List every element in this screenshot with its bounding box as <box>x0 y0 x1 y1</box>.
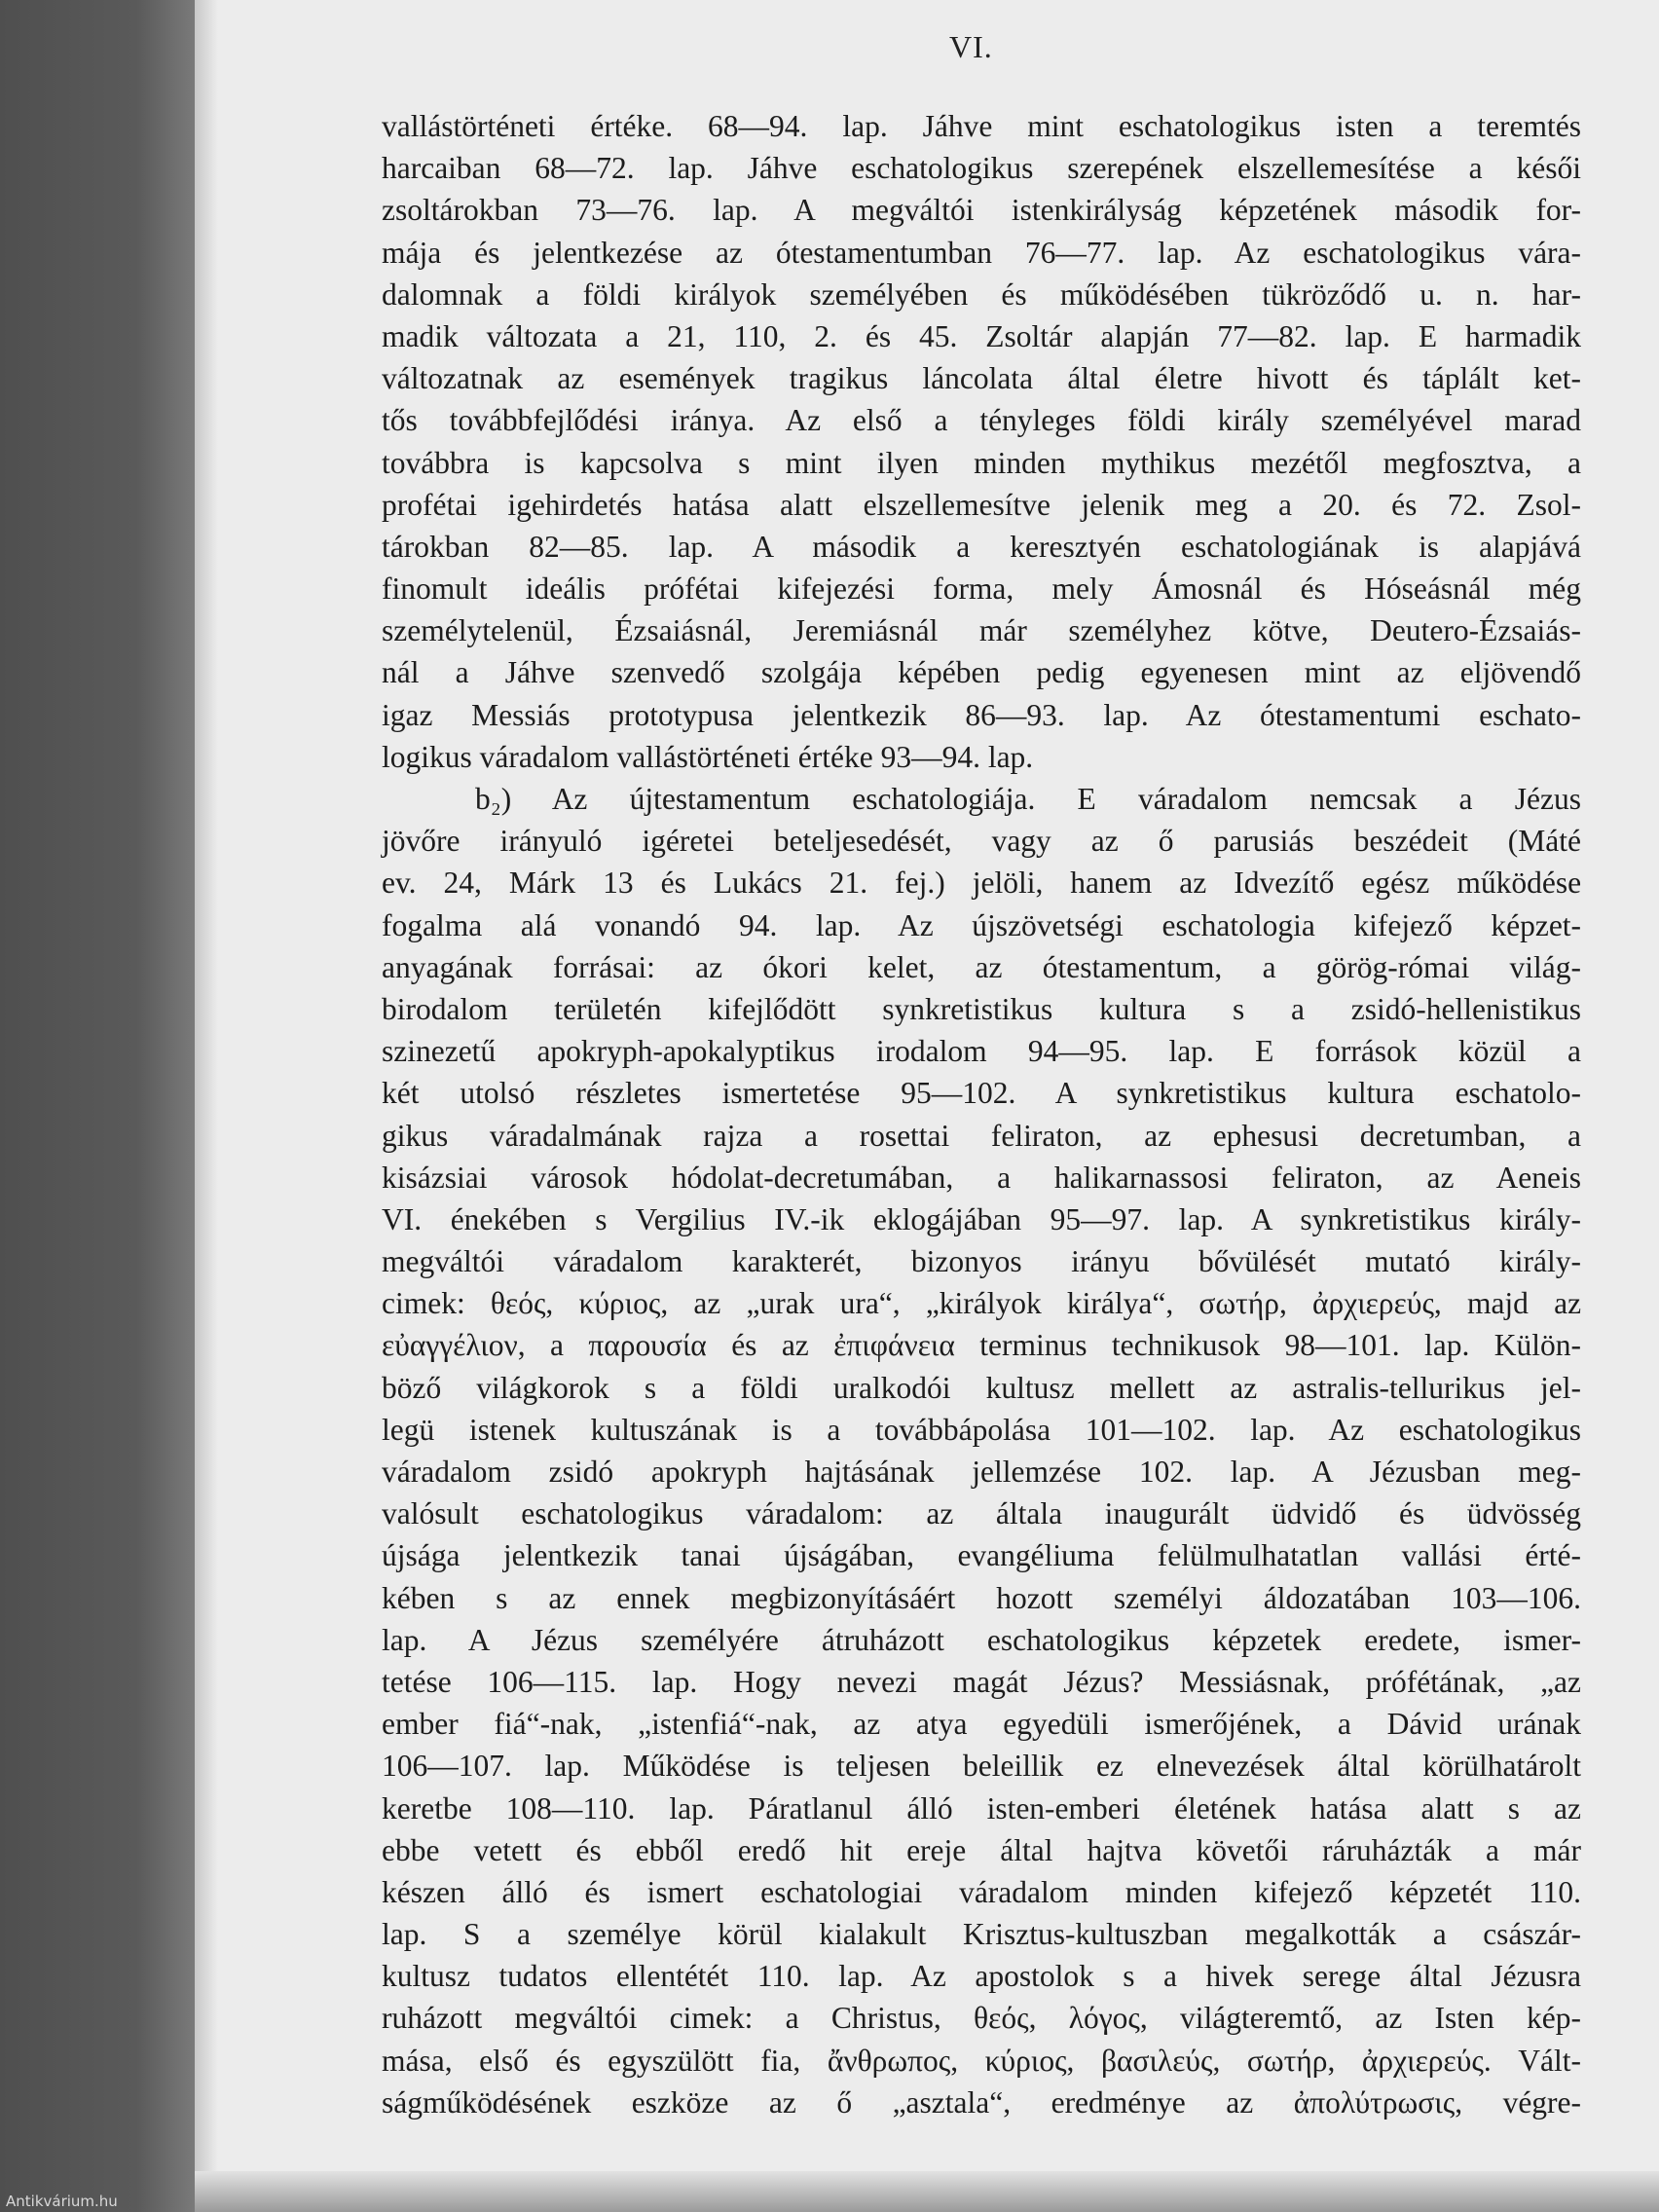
text-line: VI. énekében s Vergilius IV.-ik eklogájában 95—97. lap. A synkretistikus király- <box>382 1201 1581 1236</box>
text-line: profétai igehirdetés hatása alatt elszellemesítve jelenik meg a 20. és 72. Zsol- <box>382 487 1582 522</box>
text-line: tetése 106—115. lap. Hogy nevezi magát Jézus? Messiásnak, prófétának, „az <box>382 1664 1582 1699</box>
text-line: εὐαγγέλιον, a παρουσία és az ἐπιφάνεια terminus technikusok 98—101. lap. Külön- <box>382 1328 1582 1363</box>
watermark: Antikvárium.hu <box>6 2193 118 2210</box>
text-line: harcaiban 68—72. lap. Jáhve eschatologikus szerepének elszellemesítése a késői <box>382 151 1581 186</box>
text-line: logikus váradalom vallástörténeti értéke 93—94. lap. <box>382 739 1034 774</box>
text-line: megváltói váradalom karakterét, bizonyos irányu bővülését mutató király- <box>382 1244 1581 1279</box>
text-line: változatnak az események tragikus láncolata által életre hivott és táplált ket- <box>382 361 1581 396</box>
text-line: lap. S a személye körül kialakult Krisztus-kultuszban megalkották a császár- <box>382 1917 1581 1952</box>
text-line: mása, első és egyszülött fia, ἄνθρωπος, κύριος, βασιλεύς, σωτήρ, ἀρχιερεύς. Vált- <box>382 2043 1581 2078</box>
text-line: birodalom területén kifejlődött synkretistikus kultura s a zsidó-hellenistikus <box>382 991 1582 1026</box>
paragraph-start-line: b₂) Az újtestamentum eschatologiája. E váradalom nemcsak a Jézus <box>475 782 1581 816</box>
text-line: továbbra is kapcsolva s mint ilyen minden mythikus mezétől megfosztva, a <box>382 445 1582 480</box>
text-line: ságműködésének eszköze az ő „asztala“, eredménye az ἀπολύτρωσις, végre- <box>382 2084 1582 2120</box>
text-line: dalomnak a földi királyok személyében és működésében tükröződő u. n. har- <box>382 276 1581 312</box>
text-line: ruházott megváltói cimek: a Christus, θεός, λόγος, világteremtő, az Isten kép- <box>382 2001 1582 2036</box>
text-line: nál a Jáhve szenvedő szolgája képében pedig egyenesen mint az eljövendő <box>382 655 1581 690</box>
text-line: böző világkorok s a földi uralkodói kultusz mellett az astralis-tellurikus jel- <box>382 1370 1582 1405</box>
text-line: személytelenül, Ézsaiásnál, Jeremiásnál már személyhez kötve, Deutero-Ézsaiás- <box>382 613 1582 648</box>
body-text <box>382 105 1581 2123</box>
text-line: legü istenek kultuszának is a továbbápolása 101—102. lap. Az eschatologikus <box>382 1412 1581 1447</box>
text-line: anyagának forrásai: az ókori kelet, az ótestamentum, a görög-római világ- <box>382 949 1582 984</box>
text-line: kében s az ennek megbizonyításáért hozott személyi áldozatában 103—106. <box>382 1580 1582 1615</box>
text-line: valósult eschatologikus váradalom: az általa inaugurált üdvidő és üdvösség <box>382 1496 1582 1531</box>
text-line: újsága jelentkezik tanai újságában, evangéliuma felülmulhatatlan vallási érté- <box>382 1538 1582 1573</box>
text-line: zsoltárokban 73—76. lap. A megváltói istenkirályság képzetének második for- <box>382 193 1582 228</box>
text-line: vallástörténeti értéke. 68—94. lap. Jáhve mint eschatologikus isten a teremtés <box>382 109 1581 143</box>
text-line: fogalma alá vonandó 94. lap. Az újszövetségi eschatologia kifejező képzet- <box>382 907 1582 942</box>
page-left-shadow <box>0 0 195 2212</box>
page-number: VI. <box>949 29 993 64</box>
text-line: ev. 24, Márk 13 és Lukács 21. fej.) jelöli, hanem az Idvezítő egész működése <box>382 866 1582 901</box>
text-line: finomult ideális prófétai kifejezési forma, mely Ámosnál és Hóseásnál még <box>382 571 1582 607</box>
text-line: kisázsiai városok hódolat-decretumában, a halikarnassosi feliraton, az Aeneis <box>382 1160 1581 1195</box>
text-line: ebbe vetett és ebből eredő hit ereje által hajtva követői ráruházták a már <box>382 1832 1581 1867</box>
text-line: szinezetű apokryph-apokalyptikus irodalom 94—95. lap. E források közül a <box>382 1034 1582 1069</box>
text-line: madik változata a 21, 110, 2. és 45. Zsoltár alapján 77—82. lap. E harmadik <box>382 318 1581 353</box>
text-line: cimek: θεός, κύριος, az „urak ura“, „királyok királya“, σωτήρ, ἀρχιερεύς, majd az <box>382 1286 1582 1321</box>
text-line: két utolsó részletes ismertetése 95—102. A synkretistikus kultura eschatolo- <box>382 1076 1582 1111</box>
text-line: készen álló és ismert eschatologiai váradalom minden kifejező képzetét 110. <box>382 1874 1581 1909</box>
text-line: tős továbbfejlődési iránya. Az első a tényleges földi király személyével marad <box>382 403 1581 438</box>
page-gutter-edge <box>195 0 218 2212</box>
text-line: 106—107. lap. Működése is teljesen beleillik ez elnevezések által körülhatárolt <box>382 1749 1582 1784</box>
text-line: lap. A Jézus személyére átruházott eschatologikus képzetek eredete, ismer- <box>382 1622 1581 1657</box>
text-line: keretbe 108—110. lap. Páratlanul álló isten-emberi életének hatása alatt s az <box>382 1790 1581 1825</box>
text-line: igaz Messiás prototypusa jelentkezik 86—93. lap. Az ótestamentumi eschato- <box>382 697 1582 732</box>
text-line: jövőre irányuló igéretei beteljesedését, vagy az ő parusiás beszédeit (Máté <box>382 824 1582 859</box>
text-line: tárokban 82—85. lap. A második a keresztyén eschatologiának is alapjává <box>382 529 1581 564</box>
text-line: gikus váradalmának rajza a rosettai feliraton, az ephesusi decretumban, a <box>382 1118 1581 1153</box>
page-bottom-shadow <box>195 2171 1659 2212</box>
text-line: ember fiá“-nak, „istenfiá“-nak, az atya egyedüli ismerőjének, a Dávid urának <box>382 1707 1582 1742</box>
text-line: váradalom zsidó apokryph hajtásának jellemzése 102. lap. A Jézusban meg- <box>382 1455 1581 1489</box>
text-line: kultusz tudatos ellentétét 110. lap. Az apostolok s a hivek serege által Jézusra <box>382 1959 1582 1994</box>
text-line: mája és jelentkezése az ótestamentumban 76—77. lap. Az eschatologikus vára- <box>382 235 1582 270</box>
